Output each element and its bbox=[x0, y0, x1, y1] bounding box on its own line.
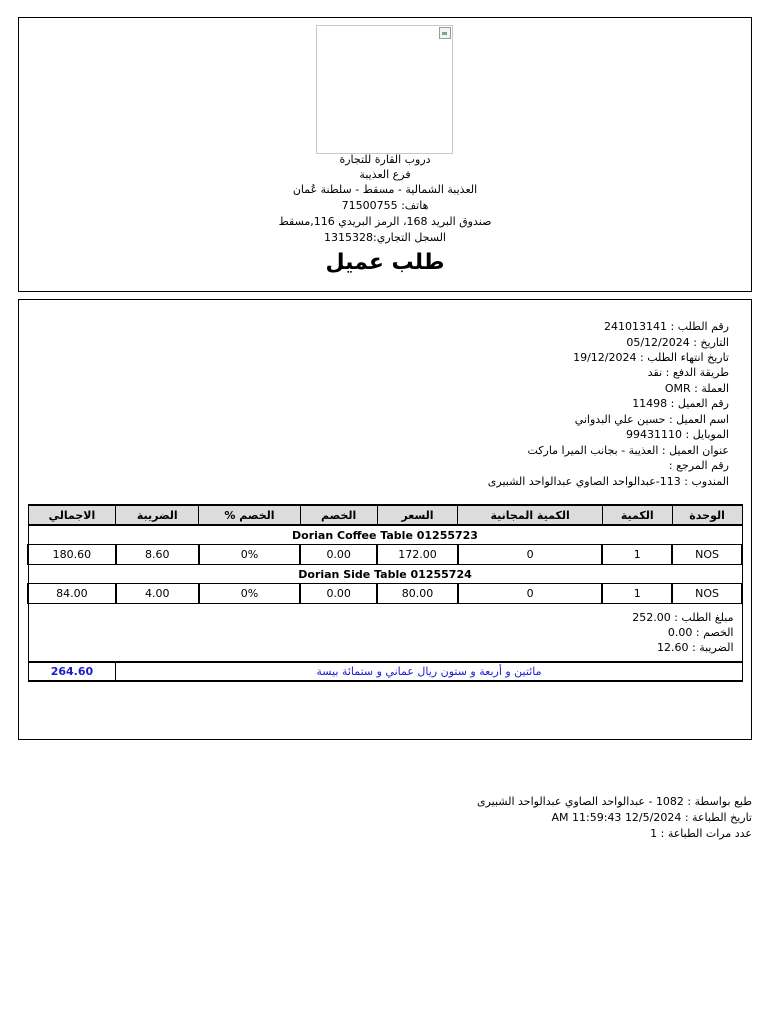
item-discount-percent: 0% bbox=[199, 545, 301, 565]
item-price: 80.00 bbox=[377, 584, 458, 604]
order-number: رقم الطلب : 241013141 bbox=[604, 320, 729, 333]
summary-row bbox=[28, 604, 742, 663]
summary-tax: الضريبة : 12.60 bbox=[657, 641, 734, 654]
company-logo-placeholder bbox=[316, 25, 453, 154]
item-unit: NOS bbox=[672, 545, 742, 565]
order-details bbox=[18, 299, 752, 740]
customer-address: عنوان العميل : العذيبة - بجانب الميرا ماركت bbox=[527, 444, 729, 457]
printed-by: طبع بواسطة : 1082 - عبدالواحد الصاوي عبدالواحد الشبيرى bbox=[476, 795, 752, 808]
item-free-quantity: 0 bbox=[458, 545, 602, 565]
customer-number: رقم العميل : 11498 bbox=[632, 397, 729, 410]
company-phone: هاتف: 71500755 bbox=[341, 199, 429, 212]
item-quantity: 1 bbox=[602, 545, 672, 565]
grand-total: 264.60 bbox=[28, 662, 116, 681]
payment-method: طريقة الدفع : نقد bbox=[647, 366, 729, 379]
column-header-total: الاجمالي bbox=[28, 505, 116, 525]
amount-in-words: مائتين و أربعة و ستون ريال عماني و ستمائة بيسة bbox=[116, 662, 742, 681]
grand-total-row bbox=[28, 662, 742, 681]
company-po-box: صندوق البريد 168، الرمز البريدي 116,مسقط bbox=[278, 215, 492, 228]
item-discount: 0.00 bbox=[300, 545, 377, 565]
order-summary bbox=[28, 604, 742, 663]
branch-name: فرع العذيبة bbox=[359, 168, 411, 181]
item-total: 180.60 bbox=[28, 545, 116, 565]
item-discount-percent: 0% bbox=[199, 584, 301, 604]
customer-mobile: الموبايل : 99431110 bbox=[626, 428, 729, 441]
item-discount: 0.00 bbox=[300, 584, 377, 604]
item-tax: 4.00 bbox=[116, 584, 199, 604]
company-header bbox=[18, 17, 752, 292]
item-description-row bbox=[28, 565, 742, 584]
table-header-row bbox=[28, 505, 742, 525]
print-count: عدد مرات الطباعة : 1 bbox=[650, 827, 752, 840]
column-header-free-quantity: الكمية المجانية bbox=[458, 505, 602, 525]
commercial-register: السجل التجاري:1315328 bbox=[324, 231, 446, 244]
order-amount: مبلغ الطلب : 252.00 bbox=[632, 611, 734, 624]
table-row bbox=[28, 545, 742, 565]
item-price: 172.00 bbox=[377, 545, 458, 565]
sales-representative: المندوب : 113-عبدالواحد الصاوي عبدالواحد الشبيرى bbox=[487, 475, 729, 488]
column-header-price: السعر bbox=[377, 505, 458, 525]
item-free-quantity: 0 bbox=[458, 584, 602, 604]
item-total: 84.00 bbox=[28, 584, 116, 604]
item-quantity: 1 bbox=[602, 584, 672, 604]
item-description-row bbox=[28, 525, 742, 545]
column-header-quantity: الكمية bbox=[602, 505, 672, 525]
reference-number: رقم المرجع : bbox=[668, 459, 729, 472]
item-unit: NOS bbox=[672, 584, 742, 604]
column-header-discount-percent: الخصم % bbox=[199, 505, 301, 525]
currency: العملة : OMR bbox=[664, 382, 729, 395]
print-date: تاريخ الطباعة : 12/5/2024 11:59:43 AM bbox=[551, 811, 752, 824]
items-table bbox=[27, 504, 743, 682]
summary-discount: الخصم : 0.00 bbox=[667, 626, 734, 639]
customer-name: اسم العميل : حسين علي البدواني bbox=[574, 413, 729, 426]
broken-image-icon bbox=[439, 27, 451, 39]
order-expiry-date: تاريخ انتهاء الطلب : 19/12/2024 bbox=[573, 351, 729, 364]
item-description: Dorian Coffee Table 01255723 bbox=[28, 525, 742, 545]
order-date: التاريخ : 05/12/2024 bbox=[626, 336, 729, 349]
document-title: طلب عميل bbox=[325, 250, 445, 275]
column-header-discount: الخصم bbox=[300, 505, 377, 525]
company-address: العذيبة الشمالية - مسقط - سلطنة عُمان bbox=[292, 183, 478, 196]
column-header-unit: الوحدة bbox=[672, 505, 742, 525]
column-header-tax: الضريبة bbox=[116, 505, 199, 525]
company-name: دروب القارة للتجارة bbox=[339, 153, 431, 166]
item-tax: 8.60 bbox=[116, 545, 199, 565]
table-row bbox=[28, 584, 742, 604]
item-description: Dorian Side Table 01255724 bbox=[28, 565, 742, 584]
